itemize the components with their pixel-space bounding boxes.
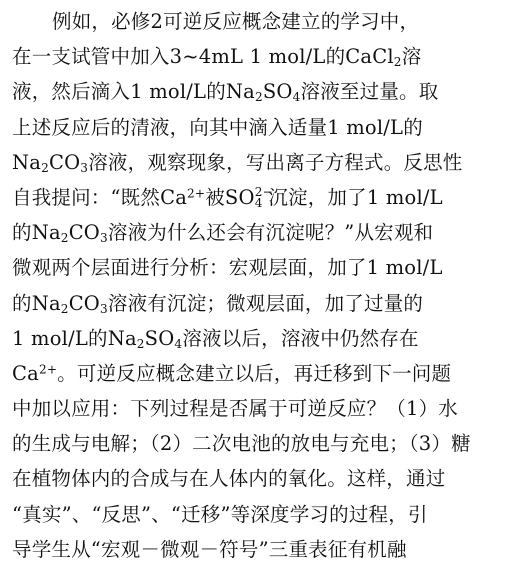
text-line [12,145,497,180]
text-line [12,461,497,496]
text-run: 上述反应后的清液，向其中滴入适量1 mol/L的 [12,115,423,139]
text-line [12,356,497,391]
text-run: 导学生从“宏观－微观－符号”三重表征有机融 [12,537,407,561]
text-run: SO [262,80,293,104]
subscript: 3 [100,231,108,246]
text-run: 沉淀，加了1 mol/L [268,185,443,209]
text-line [12,286,497,321]
text-line [12,180,497,215]
text-run: Ca [12,361,39,385]
subscript: 2 [393,55,402,70]
subscript: 3 [100,301,108,316]
subscript: 4 [292,90,301,105]
subscript: 4 [174,336,183,351]
text-line [12,39,497,74]
text-run: 的Na [12,221,61,245]
charge-index [254,184,273,210]
text-line [12,215,497,250]
text-line [12,391,497,426]
text-run: 溶液有沉淀；微观层面，加了过量的 [107,291,424,315]
text-run: “真实”、“反思”、“迁移”等深度学习的过程，引 [12,502,428,526]
text-line [12,74,497,109]
text-line [12,110,497,145]
text-line [12,321,497,356]
subscript: 3 [80,160,89,175]
text-line [12,250,497,285]
text-run: 例如，必修2可逆反应概念建立的学习中， [52,10,420,33]
text-run: 自我提问：“既然Ca [12,185,188,209]
text-line [12,426,497,461]
text-run: 的Na [12,291,61,315]
superscript: 2+ [187,186,206,201]
text-run: 被SO [205,185,255,209]
text-run: CO [68,221,100,245]
subscript: 2 [60,301,69,316]
superscript: 2+ [38,362,58,377]
subscript: 4 [254,195,263,210]
text-run: SO [144,326,175,350]
text-run: 微观两个层面进行分析：宏观层面，加了1 mol/L [12,256,443,280]
text-run: 溶液，观察现象，写出离子方程式。反思性 [88,150,463,174]
text-run: 溶液至过量。取 [300,80,439,104]
text-line [12,497,497,532]
subscript: 2 [41,160,49,175]
text-run: 溶 [401,45,422,69]
text-line [12,4,497,39]
text-run: 溶液以后，溶液中仍然存在 [182,326,419,350]
text-line [12,532,497,567]
text-run: 液，然后滴入1 mol/L的Na [12,80,255,104]
text-run: 1 mol/L的Na [12,326,137,350]
subscript: 2 [136,336,145,351]
subscript: 2 [254,90,263,105]
text-run: 的生成与电解；（2）二次电池的放电与充电；（3）糖 [12,432,471,456]
text-run: Na [12,150,42,174]
text-run: CO [68,291,100,315]
text-run: 溶液为什么还会有沉淀呢？”从宏观和 [107,221,434,245]
text-run: 在一支试管中加入3~4mL 1 mol/L的CaCl [12,45,394,69]
text-run: 中加以应用：下列过程是否属于可逆反应？（1）水 [12,397,459,421]
text-run: 。可逆反应概念建立以后，再迁移到下一问题 [57,361,452,385]
superscript: 2− [254,184,273,199]
text-run: CO [48,150,81,174]
text-run: 在植物体内的合成与在人体内的氧化。这样，通过 [12,467,446,491]
subscript: 2 [60,231,69,246]
